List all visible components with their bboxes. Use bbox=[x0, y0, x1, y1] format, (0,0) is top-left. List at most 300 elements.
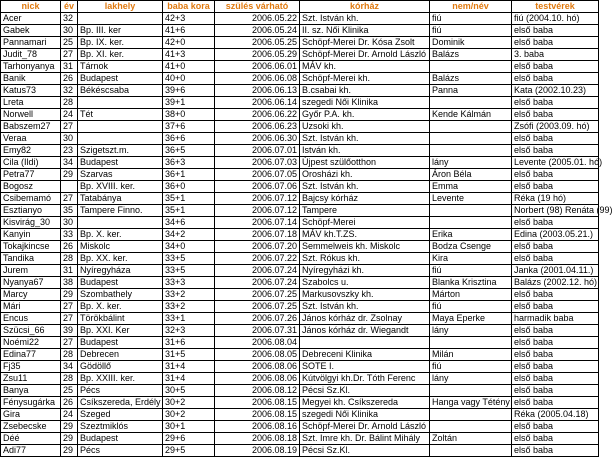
due-date-cell: 2006.05.22 bbox=[215, 13, 300, 25]
hospital-cell: Bajcsy kórház bbox=[300, 193, 430, 205]
sex-name-cell bbox=[430, 445, 512, 457]
hospital-cell: István kh. bbox=[300, 145, 430, 157]
nick-cell: Babszem27 bbox=[1, 121, 61, 133]
hospital-cell: Szt. Imre kh. Dr. Bálint Mihály bbox=[300, 433, 430, 445]
residence-cell: Békéscsaba bbox=[78, 85, 163, 97]
table-row bbox=[1, 73, 599, 85]
age-cell: 29 bbox=[61, 445, 78, 457]
sex-name-cell bbox=[430, 421, 512, 433]
due-date-cell: 2006.07.12 bbox=[215, 193, 300, 205]
sex-name-cell bbox=[430, 133, 512, 145]
baby-age-cell: 30+1 bbox=[163, 421, 215, 433]
sex-name-cell bbox=[430, 61, 512, 73]
nick-cell: Gira bbox=[1, 409, 61, 421]
due-date-cell: 2006.08.12 bbox=[215, 385, 300, 397]
nick-cell: Csibemamó bbox=[1, 193, 61, 205]
due-date-cell: 2006.07.20 bbox=[215, 241, 300, 253]
table-row bbox=[1, 313, 599, 325]
siblings-cell: első baba bbox=[512, 349, 599, 361]
nick-cell: Cila (Ildi) bbox=[1, 157, 61, 169]
due-date-cell: 2006.07.25 bbox=[215, 289, 300, 301]
age-cell: 29 bbox=[61, 421, 78, 433]
header-baba-kora: baba kora bbox=[163, 1, 215, 13]
baby-age-cell: 33+1 bbox=[163, 313, 215, 325]
age-cell: 28 bbox=[61, 373, 78, 385]
hospital-cell: szegedi Női Klinika bbox=[300, 97, 430, 109]
hospital-cell: Szt. István kh. bbox=[300, 13, 430, 25]
hospital-cell: Nyíregyházi kh. bbox=[300, 265, 430, 277]
sex-name-cell: Levente bbox=[430, 193, 512, 205]
due-date-cell: 2006.07.14 bbox=[215, 217, 300, 229]
baby-age-cell: 42+0 bbox=[163, 37, 215, 49]
residence-cell: Bp. XXIII. ker. bbox=[78, 373, 163, 385]
residence-cell: Tatabánya bbox=[78, 193, 163, 205]
hospital-cell: Szt. István kh. bbox=[300, 181, 430, 193]
sex-name-cell: Maya Eperke bbox=[430, 313, 512, 325]
table-row bbox=[1, 325, 599, 337]
baby-age-cell: 35+1 bbox=[163, 193, 215, 205]
header-row bbox=[1, 1, 599, 13]
header-ev: év bbox=[61, 1, 78, 13]
due-date-cell: 2006.06.08 bbox=[215, 73, 300, 85]
siblings-cell: első baba bbox=[512, 421, 599, 433]
residence-cell: Bp. XX. ker. bbox=[78, 253, 163, 265]
due-date-cell: 2006.07.18 bbox=[215, 229, 300, 241]
siblings-cell: Edina (2003.05.21.) bbox=[512, 229, 599, 241]
siblings-cell: első baba bbox=[512, 37, 599, 49]
due-date-cell: 2006.08.04 bbox=[215, 337, 300, 349]
table-row bbox=[1, 397, 599, 409]
sex-name-cell bbox=[430, 97, 512, 109]
age-cell: 25 bbox=[61, 37, 78, 49]
nick-cell: Pannamari bbox=[1, 37, 61, 49]
age-cell: 29 bbox=[61, 169, 78, 181]
sex-name-cell: Áron Béla bbox=[430, 169, 512, 181]
age-cell: 29 bbox=[61, 433, 78, 445]
sex-name-cell: Márton bbox=[430, 289, 512, 301]
siblings-cell: első baba bbox=[512, 301, 599, 313]
hospital-cell: Semmelweis kh. Miskolc bbox=[300, 241, 430, 253]
hospital-cell: Kútvölgyi kh.Dr. Tóth Ferenc bbox=[300, 373, 430, 385]
residence-cell: Bp. III. ker bbox=[78, 25, 163, 37]
baby-age-cell: 36+3 bbox=[163, 157, 215, 169]
age-cell: 31 bbox=[61, 61, 78, 73]
baby-age-cell: 39+1 bbox=[163, 97, 215, 109]
table-row bbox=[1, 385, 599, 397]
due-date-cell: 2006.06.01 bbox=[215, 61, 300, 73]
age-cell: 32 bbox=[61, 13, 78, 25]
sex-name-cell bbox=[430, 205, 512, 217]
age-cell: 28 bbox=[61, 253, 78, 265]
due-date-cell: 2006.08.16 bbox=[215, 421, 300, 433]
siblings-cell: első baba bbox=[512, 25, 599, 37]
siblings-cell: Levente (2005.01. hó) bbox=[512, 157, 599, 169]
due-date-cell: 2006.06.23 bbox=[215, 121, 300, 133]
siblings-cell: Balázs (2002.12. hó) bbox=[512, 277, 599, 289]
age-cell: 25 bbox=[61, 385, 78, 397]
sex-name-cell: Dominik bbox=[430, 37, 512, 49]
nick-cell: Marcy bbox=[1, 289, 61, 301]
sex-name-cell: fiú bbox=[430, 13, 512, 25]
hospital-cell: SOTE I. bbox=[300, 361, 430, 373]
age-cell: 32 bbox=[61, 85, 78, 97]
residence-cell: Bp. IX. ker. bbox=[78, 37, 163, 49]
table-row bbox=[1, 121, 599, 133]
hospital-cell: Szt. Rókus kh. bbox=[300, 253, 430, 265]
hospital-cell: Markusovszky kh. bbox=[300, 289, 430, 301]
siblings-cell: első baba bbox=[512, 397, 599, 409]
age-cell: 27 bbox=[61, 193, 78, 205]
residence-cell bbox=[78, 13, 163, 25]
baby-age-cell: 33+2 bbox=[163, 301, 215, 313]
table-row bbox=[1, 217, 599, 229]
sex-name-cell: Panna bbox=[430, 85, 512, 97]
due-date-cell: 2006.08.15 bbox=[215, 409, 300, 421]
hospital-cell: Tampere bbox=[300, 205, 430, 217]
table-row bbox=[1, 25, 599, 37]
hospital-cell: Schöpf-Merei bbox=[300, 217, 430, 229]
baby-age-cell: 31+5 bbox=[163, 349, 215, 361]
baby-age-cell: 36+6 bbox=[163, 133, 215, 145]
nick-cell: Lreta bbox=[1, 97, 61, 109]
residence-cell: Tampere Finno. bbox=[78, 205, 163, 217]
sex-name-cell bbox=[430, 145, 512, 157]
hospital-cell: János kórház dr. Wiegandt bbox=[300, 325, 430, 337]
sex-name-cell bbox=[430, 385, 512, 397]
nick-cell: Fénysugárka bbox=[1, 397, 61, 409]
baby-age-cell: 34+0 bbox=[163, 241, 215, 253]
siblings-cell: első baba bbox=[512, 385, 599, 397]
due-date-cell: 2006.07.31 bbox=[215, 325, 300, 337]
siblings-cell: első baba bbox=[512, 253, 599, 265]
residence-cell: Szigetszt.m. bbox=[78, 145, 163, 157]
due-date-cell: 2006.07.06 bbox=[215, 181, 300, 193]
siblings-cell: Janka (2001.04.11.) bbox=[512, 265, 599, 277]
hospital-cell: MÁV kh. bbox=[300, 61, 430, 73]
residence-cell: Törökbálint bbox=[78, 313, 163, 325]
age-cell: 26 bbox=[61, 241, 78, 253]
header-nem-nev: nem/név bbox=[430, 1, 512, 13]
siblings-cell: Norbert (98) Renáta (99) bbox=[512, 205, 599, 217]
nick-cell: Bogosz bbox=[1, 181, 61, 193]
siblings-cell: Kata (2002.10.23) bbox=[512, 85, 599, 97]
nick-cell: Fj35 bbox=[1, 361, 61, 373]
due-date-cell: 2006.06.14 bbox=[215, 97, 300, 109]
hospital-cell: Schöpf-Merei Dr. Kósa Zsolt bbox=[300, 37, 430, 49]
nick-cell: Kisvirág_30 bbox=[1, 217, 61, 229]
table-row bbox=[1, 409, 599, 421]
due-date-cell: 2006.07.22 bbox=[215, 253, 300, 265]
baby-age-cell: 30+2 bbox=[163, 409, 215, 421]
nick-cell: Encus bbox=[1, 313, 61, 325]
due-date-cell: 2006.06.30 bbox=[215, 133, 300, 145]
residence-cell: Gödöllő bbox=[78, 361, 163, 373]
baby-age-cell: 32+3 bbox=[163, 325, 215, 337]
age-cell: 24 bbox=[61, 409, 78, 421]
siblings-cell: első baba bbox=[512, 325, 599, 337]
sex-name-cell bbox=[430, 337, 512, 349]
residence-cell: Budapest bbox=[78, 433, 163, 445]
age-cell: 31 bbox=[61, 265, 78, 277]
nick-cell: Edina77 bbox=[1, 349, 61, 361]
due-date-cell: 2006.08.06 bbox=[215, 361, 300, 373]
siblings-cell: első baba bbox=[512, 145, 599, 157]
residence-cell: Bp. XI. ker. bbox=[78, 49, 163, 61]
hospital-cell: MÁV kh.T.ZS. bbox=[300, 229, 430, 241]
hospital-cell: Pécsi Sz.Kl. bbox=[300, 445, 430, 457]
baby-age-cell: 31+4 bbox=[163, 361, 215, 373]
sex-name-cell: Erika bbox=[430, 229, 512, 241]
siblings-cell: első baba bbox=[512, 433, 599, 445]
table-row bbox=[1, 37, 599, 49]
due-date-cell: 2006.08.18 bbox=[215, 433, 300, 445]
nick-cell: Petra77 bbox=[1, 169, 61, 181]
nick-cell: Tarhonyanya bbox=[1, 61, 61, 73]
age-cell: 24 bbox=[61, 109, 78, 121]
baby-age-cell: 33+2 bbox=[163, 289, 215, 301]
due-date-cell: 2006.05.24 bbox=[215, 25, 300, 37]
hospital-cell: Szt. István kh. bbox=[300, 133, 430, 145]
nick-cell: Norwell bbox=[1, 109, 61, 121]
header-nick: nick bbox=[1, 1, 61, 13]
table-row bbox=[1, 169, 599, 181]
age-cell: 27 bbox=[61, 337, 78, 349]
table-row bbox=[1, 373, 599, 385]
sex-name-cell: Zoltán bbox=[430, 433, 512, 445]
baby-age-cell: 29+6 bbox=[163, 433, 215, 445]
sex-name-cell: lány bbox=[430, 373, 512, 385]
baby-age-cell: 33+5 bbox=[163, 265, 215, 277]
residence-cell: Tét bbox=[78, 109, 163, 121]
due-date-cell: 2006.06.13 bbox=[215, 85, 300, 97]
nick-cell: Tandika bbox=[1, 253, 61, 265]
age-cell: 29 bbox=[61, 289, 78, 301]
sex-name-cell bbox=[430, 121, 512, 133]
residence-cell bbox=[78, 97, 163, 109]
due-date-cell: 2006.08.06 bbox=[215, 373, 300, 385]
age-cell: 33 bbox=[61, 229, 78, 241]
due-date-cell: 2006.05.25 bbox=[215, 37, 300, 49]
age-cell: 28 bbox=[61, 97, 78, 109]
residence-cell: Debrecen bbox=[78, 349, 163, 361]
baby-age-cell: 33+5 bbox=[163, 253, 215, 265]
nick-cell: Szücsi_66 bbox=[1, 325, 61, 337]
age-cell: 30 bbox=[61, 217, 78, 229]
residence-cell: Tárnok bbox=[78, 61, 163, 73]
hospital-cell: Debreceni Klinika bbox=[300, 349, 430, 361]
age-cell: 34 bbox=[61, 361, 78, 373]
hospital-cell: Szt. István kh. bbox=[300, 301, 430, 313]
residence-cell: Szombathely bbox=[78, 289, 163, 301]
siblings-cell: első baba bbox=[512, 97, 599, 109]
siblings-cell: első baba bbox=[512, 181, 599, 193]
table-row bbox=[1, 301, 599, 313]
siblings-cell: Zsófi (2003.09. hó) bbox=[512, 121, 599, 133]
residence-cell bbox=[78, 121, 163, 133]
age-cell bbox=[61, 181, 78, 193]
sex-name-cell bbox=[430, 409, 512, 421]
age-cell: 38 bbox=[61, 277, 78, 289]
nick-cell: Esztianyo bbox=[1, 205, 61, 217]
age-cell: 30 bbox=[61, 25, 78, 37]
hospital-cell: Megyei kh. Csíkszereda bbox=[300, 397, 430, 409]
due-date-cell: 2006.07.01 bbox=[215, 145, 300, 157]
hospital-cell: Orosházi kh. bbox=[300, 169, 430, 181]
nick-cell: Judit_78 bbox=[1, 49, 61, 61]
residence-cell: Bp. X. ker. bbox=[78, 229, 163, 241]
age-cell: 27 bbox=[61, 49, 78, 61]
due-date-cell: 2006.07.24 bbox=[215, 265, 300, 277]
age-cell: 34 bbox=[61, 157, 78, 169]
table-row bbox=[1, 265, 599, 277]
table-row bbox=[1, 253, 599, 265]
baby-age-cell: 35+1 bbox=[163, 205, 215, 217]
nick-cell: Acer bbox=[1, 13, 61, 25]
nick-cell: Noémi22 bbox=[1, 337, 61, 349]
hospital-cell: Győr P.A. kh. bbox=[300, 109, 430, 121]
table-row bbox=[1, 421, 599, 433]
residence-cell: Budapest bbox=[78, 157, 163, 169]
nick-cell: Zsu11 bbox=[1, 373, 61, 385]
hospital-cell bbox=[300, 337, 430, 349]
baby-age-cell: 40+0 bbox=[163, 73, 215, 85]
sex-name-cell: Kira bbox=[430, 253, 512, 265]
age-cell: 27 bbox=[61, 121, 78, 133]
due-date-cell: 2006.07.12 bbox=[215, 205, 300, 217]
residence-cell: Pécs bbox=[78, 385, 163, 397]
baby-age-cell: 34+6 bbox=[163, 217, 215, 229]
siblings-cell: első baba bbox=[512, 337, 599, 349]
siblings-cell: első baba bbox=[512, 133, 599, 145]
residence-cell bbox=[78, 217, 163, 229]
table-row bbox=[1, 157, 599, 169]
baby-age-cell: 41+0 bbox=[163, 61, 215, 73]
siblings-cell: első baba bbox=[512, 61, 599, 73]
baby-age-cell: 34+2 bbox=[163, 229, 215, 241]
siblings-cell: első baba bbox=[512, 109, 599, 121]
nick-cell: Adi77 bbox=[1, 445, 61, 457]
residence-cell bbox=[78, 133, 163, 145]
table-row bbox=[1, 433, 599, 445]
baby-age-cell: 31+4 bbox=[163, 373, 215, 385]
baby-age-cell: 39+6 bbox=[163, 85, 215, 97]
due-date-cell: 2006.08.05 bbox=[215, 349, 300, 361]
sex-name-cell: Emma bbox=[430, 181, 512, 193]
siblings-cell: fiú (2004.10. hó) bbox=[512, 13, 599, 25]
age-cell: 30 bbox=[61, 133, 78, 145]
sex-name-cell: Balázs bbox=[430, 73, 512, 85]
table-row bbox=[1, 337, 599, 349]
baby-age-cell: 31+6 bbox=[163, 337, 215, 349]
table-body bbox=[1, 13, 613, 457]
sex-name-cell: Bodza Csenge bbox=[430, 241, 512, 253]
baby-age-cell: 30+2 bbox=[163, 397, 215, 409]
age-cell: 27 bbox=[61, 313, 78, 325]
siblings-cell: első baba bbox=[512, 217, 599, 229]
sex-name-cell: fiú bbox=[430, 301, 512, 313]
hospital-cell: Újpest szülőotthon bbox=[300, 157, 430, 169]
sex-name-cell bbox=[430, 217, 512, 229]
header-korhaz: kórház bbox=[300, 1, 430, 13]
age-cell: 39 bbox=[61, 325, 78, 337]
due-date-cell: 2006.07.24 bbox=[215, 277, 300, 289]
table-row bbox=[1, 133, 599, 145]
residence-cell: Bp. XXI. Ker bbox=[78, 325, 163, 337]
table-row bbox=[1, 109, 599, 121]
due-date-cell: 2006.07.25 bbox=[215, 301, 300, 313]
nick-cell: Gabek bbox=[1, 25, 61, 37]
baby-age-cell: 42+3 bbox=[163, 13, 215, 25]
siblings-cell: harmadik baba bbox=[512, 313, 599, 325]
residence-cell: Bp. XVIII. ker. bbox=[78, 181, 163, 193]
baby-age-cell: 33+3 bbox=[163, 277, 215, 289]
table-row bbox=[1, 277, 599, 289]
due-date-cell: 2006.08.15 bbox=[215, 397, 300, 409]
nick-cell: Banya bbox=[1, 385, 61, 397]
table-row bbox=[1, 289, 599, 301]
age-cell: 35 bbox=[61, 205, 78, 217]
baby-age-cell: 29+5 bbox=[163, 445, 215, 457]
age-cell: 26 bbox=[61, 397, 78, 409]
siblings-cell: első baba bbox=[512, 289, 599, 301]
baby-age-cell: 41+3 bbox=[163, 49, 215, 61]
residence-cell: Szarvas bbox=[78, 169, 163, 181]
baby-age-cell: 30+5 bbox=[163, 385, 215, 397]
sex-name-cell: Hanga vagy Tétény bbox=[430, 397, 512, 409]
table-row bbox=[1, 193, 599, 205]
baby-age-cell: 36+1 bbox=[163, 169, 215, 181]
nick-cell: Nyanya67 bbox=[1, 277, 61, 289]
baby-age-cell: 41+6 bbox=[163, 25, 215, 37]
nick-cell: Kanyin bbox=[1, 229, 61, 241]
table-row bbox=[1, 205, 599, 217]
sex-name-cell: Milán bbox=[430, 349, 512, 361]
age-cell: 28 bbox=[61, 349, 78, 361]
sex-name-cell: lány bbox=[430, 325, 512, 337]
hospital-cell: János kórház dr. Zsolnay bbox=[300, 313, 430, 325]
baby-age-cell: 37+6 bbox=[163, 121, 215, 133]
due-date-cell: 2006.06.22 bbox=[215, 109, 300, 121]
hospital-cell: Schöpf-Merei kh. bbox=[300, 73, 430, 85]
header-testverek: testvérek bbox=[512, 1, 599, 13]
table-row bbox=[1, 229, 599, 241]
hospital-cell: B.csabai kh. bbox=[300, 85, 430, 97]
table-row bbox=[1, 13, 599, 25]
table-row bbox=[1, 49, 599, 61]
table-row bbox=[1, 181, 599, 193]
due-date-cell: 2006.07.26 bbox=[215, 313, 300, 325]
hospital-cell: Pécsi Sz.Kl. bbox=[300, 385, 430, 397]
sex-name-cell: Balázs bbox=[430, 49, 512, 61]
nick-cell: Tokajkincse bbox=[1, 241, 61, 253]
sex-name-cell: fiú bbox=[430, 265, 512, 277]
baby-age-cell: 36+0 bbox=[163, 181, 215, 193]
siblings-cell: Réka (2005.04.18) bbox=[512, 409, 599, 421]
baby-age-cell: 36+5 bbox=[163, 145, 215, 157]
sex-name-cell: lány bbox=[430, 157, 512, 169]
nick-cell: Veraa bbox=[1, 133, 61, 145]
siblings-cell: első baba bbox=[512, 445, 599, 457]
siblings-cell: első baba bbox=[512, 73, 599, 85]
table-row bbox=[1, 61, 599, 73]
sex-name-cell: Kende Kálmán bbox=[430, 109, 512, 121]
siblings-cell: első baba bbox=[512, 361, 599, 373]
siblings-cell: Réka (19 hó) bbox=[512, 193, 599, 205]
residence-cell: Miskolc bbox=[78, 241, 163, 253]
due-date-cell: 2006.08.19 bbox=[215, 445, 300, 457]
table-row bbox=[1, 85, 599, 97]
header-lakhely: lakhely bbox=[78, 1, 163, 13]
